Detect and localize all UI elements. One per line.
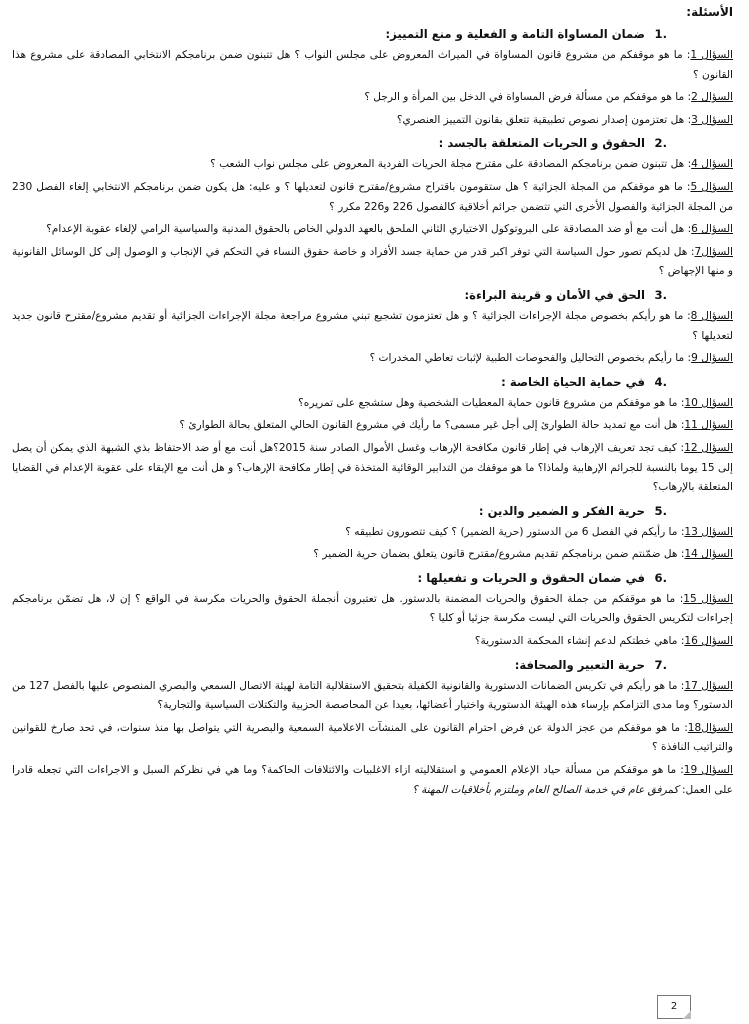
section xyxy=(12,285,733,369)
question-label: السؤال 8 xyxy=(690,309,733,322)
section-title-text: حرية الفكر و الضمير والدين : xyxy=(478,503,645,518)
question-text: : ماهي خطتكم لدعم إنشاء المحكمة الدستورية؟ xyxy=(474,635,685,648)
section-number: .6 xyxy=(654,570,667,585)
section-number: .5 xyxy=(654,503,667,518)
question-label: السؤال 13 xyxy=(684,525,733,538)
section xyxy=(12,372,733,498)
question-item xyxy=(12,677,733,716)
question-text: : ما هو موقفكم من جملة الحقوق والحريات المضمنة بالدستور. هل تعتبرون أنجملة الحقوق والحريات مكرسة في الواقع ؟ إن لا، هل تضمّن برنامجكم إجراءات لتكريس الحقوق والحريات التي ليست مكرسة جزئيا أو كليا ؟ xyxy=(12,592,733,625)
question-item xyxy=(12,349,733,369)
question-item xyxy=(12,416,733,436)
question-text: : هل لديكم تصور حول السياسة التي توفر اكبر قدر من حماية جسد الأفراد و خاصة حقوق النساء في التحكم في الإنجاب و الوصول إلى كل الوسائل القانونية و منها الإجهاض ؟ xyxy=(12,245,733,278)
question-italic-text: كمرفق عام في خدمة الصالح العام وملتزم بأخلاقيات المهنة ؟ xyxy=(412,783,679,796)
section-title xyxy=(12,501,733,522)
question-item xyxy=(12,523,733,543)
question-item xyxy=(12,220,733,240)
section-title xyxy=(12,372,733,393)
question-item xyxy=(12,590,733,629)
question-label: السؤال 2 xyxy=(691,91,733,104)
question-item xyxy=(12,46,733,85)
question-label: السؤال18 xyxy=(687,721,733,734)
question-text: : ما هو موقفكم من المجلة الجزائية ؟ هل ستقومون باقتراح مشروع/مقترح قانون لتعديلها ؟ و عليه: هل يكون ضمن برنامجكم الانتخابي إلغاء الفصل 230 من المجلة الجزائية والفصول الأخرى التي تتضمن جرائم أخلاقية كالفصول 226 و226 مكرر ؟ xyxy=(12,180,733,213)
question-text: : كيف تجد تعريف الإرهاب في إطار قانون مكافحة الإرهاب وغسل الأموال الصادر سنة 2015؟هل أنت مع أو ضد الاحتفاظ بذي الشبهة الذي يمكن أن يصل إلى 15 يوما بالنسبة للجرائم الإرهابية ولماذا؟ ما هو موقفك من التدابير الوقائية المتخذة في إطار مكافحة الإرهاب؟ و هل أنت مع الإبقاء على عقوبة الإعدام في القضايا المتعلقة بالإرهاب؟ xyxy=(12,441,733,494)
section-number: .1 xyxy=(654,27,667,41)
question-item xyxy=(12,111,733,131)
question-text: : ما هو رأيكم في تكريس الضمانات الدستورية والقانونية الكفيلة بتحقيق الاستقلالية التامة لهيئة الاتصال السمعي والبصري المنصوص عليها بالفصل 127 من الدستور؟ وما مدى التزامكم بإرساء هذه الهيئة الدستورية واختيار أعضائها، بعيدا عن المحاصصة الحزبية والتكتلات السياسية والتجارية؟ xyxy=(12,679,733,712)
question-item xyxy=(12,243,733,282)
question-text: : ما هو رأيكم بخصوص مجلة الإجراءات الجزائية ؟ و هل تعتزمون تشجيع تبني مشروع مراجعة مجلة الإجراءات الجزائية أو تقديم مشروع/مقترح قانون جديد لتعديلها ؟ xyxy=(12,309,733,342)
section-number: .4 xyxy=(654,374,667,389)
question-label: السؤال 19 xyxy=(683,764,733,777)
section xyxy=(12,24,733,130)
question-item xyxy=(12,761,733,800)
page-heading: الأسئلة: xyxy=(686,5,733,19)
section-title xyxy=(12,133,733,154)
question-item xyxy=(12,719,733,758)
question-text: : ما رأيكم في الفصل 6 من الدستور (حرية الضمير) ؟ كيف تتصورون تطبيقه ؟ xyxy=(345,525,685,538)
question-text: : هل تعتزمون إصدار نصوص تطبيقية تتعلق بقانون التمييز العنصري؟ xyxy=(396,113,692,126)
page-number: 2 xyxy=(657,995,691,1019)
question-text: : هل ضمّنتم ضمن برنامجكم تقديم مشروع/مقترح قانون يتعلق بضمان حرية الضمير ؟ xyxy=(313,548,685,561)
question-label: السؤال 11 xyxy=(684,419,733,432)
section xyxy=(12,133,733,282)
question-text: : ما هو موقفكم من مسألة فرض المساواة في الدخل بين المرأة و الرجل ؟ xyxy=(364,91,692,104)
question-text: : ما هو موقفكم من مسألة حياد الإعلام العمومي و استقلاليته ازاء الاغلبيات والائتلافات الحاكمة؟ وما هي في نظركم السبل و الاجراءات التي تجعله قادرا على العمل: xyxy=(12,764,733,796)
question-label: السؤال7 xyxy=(694,245,733,258)
section xyxy=(12,568,733,652)
section-title-text: ضمان المساواة التامة و الفعلية و منع التمييز: xyxy=(385,27,645,41)
section-title-text: الحق في الأمان و قرينة البراءة: xyxy=(464,287,645,302)
question-label: السؤال 15 xyxy=(683,592,733,605)
question-item xyxy=(12,178,733,217)
question-text: : هل تتبنون ضمن برنامجكم المصادقة على مقترح مجلة الحريات الفردية المعروض على مجلس نواب الشعب ؟ xyxy=(210,158,692,171)
question-item xyxy=(12,307,733,346)
section xyxy=(12,501,733,565)
section-title-text: في حماية الحياة الخاصة : xyxy=(501,374,645,389)
section-number: .7 xyxy=(654,657,667,672)
section-title-text: في ضمان الحقوق و الحريات و تفعيلها : xyxy=(417,570,645,585)
question-item xyxy=(12,632,733,652)
question-text: : ما هو موقفكم من مشروع قانون حماية المعطيات الشخصية وهل ستشجع على تمريره؟ xyxy=(298,396,685,409)
question-item xyxy=(12,155,733,175)
question-label: السؤال 5 xyxy=(690,180,733,193)
question-label: السؤال 4 xyxy=(691,158,733,171)
section-number: .2 xyxy=(654,136,667,151)
question-label: السؤال 14 xyxy=(684,548,733,561)
question-label: السؤال 6 xyxy=(691,223,733,236)
question-label: السؤال 12 xyxy=(684,441,733,454)
section xyxy=(12,655,733,801)
section-title-text: حرية التعبير والصحافة: xyxy=(514,657,645,672)
question-text: : هل أنت مع تمديد حالة الطوارئ إلى أجل غير مسمى؟ ما رأيك في مشروع القانون الحالي المتعلق بحالة الطوارئ ؟ xyxy=(179,419,685,432)
section-title xyxy=(12,285,733,306)
question-text: : ما هو موقفكم من عجز الدولة عن فرض احترام القانون على المنشآت الاعلامية السمعية والبصرية التي يتواصل بها منذ سنوات، في تحد صارخ للقوانين والتراتيب النافذة ؟ xyxy=(12,721,733,754)
question-label: السؤال 1 xyxy=(690,49,733,61)
question-item xyxy=(12,88,733,108)
section-number: .3 xyxy=(654,287,667,302)
section-title xyxy=(12,24,733,45)
questions-container xyxy=(12,24,733,800)
question-label: السؤال 3 xyxy=(691,113,733,126)
question-text: : هل أنت مع أو ضد المصادقة على البروتوكول الاختياري الثاني الملحق بالعهد الدولي الخاص بالحقوق المدنية والسياسية الرامي لإلغاء عقوبة الإعدام؟ xyxy=(46,223,692,236)
question-item xyxy=(12,545,733,565)
section-title xyxy=(12,655,733,676)
section-title xyxy=(12,568,733,589)
question-label: السؤال 9 xyxy=(691,352,733,365)
question-label: السؤال 16 xyxy=(684,635,733,648)
question-item xyxy=(12,394,733,414)
section-title-text: الحقوق و الحريات المتعلقة بالجسد : xyxy=(438,136,645,151)
question-item xyxy=(12,439,733,498)
question-text: : ما رأيكم بخصوص التحاليل والفحوصات الطبية لإثبات تعاطي المخدرات ؟ xyxy=(369,352,692,365)
question-text: : ما هو موقفكم من مشروع قانون المساواة في الميراث المعروض على مجلس النواب ؟ هل تتبنون ضمن برنامجكم الانتخابي المصادقة على مشروع هذا القانون ؟ xyxy=(12,49,733,81)
question-label: السؤال 10 xyxy=(684,396,733,409)
question-label: السؤال 17 xyxy=(684,679,733,692)
